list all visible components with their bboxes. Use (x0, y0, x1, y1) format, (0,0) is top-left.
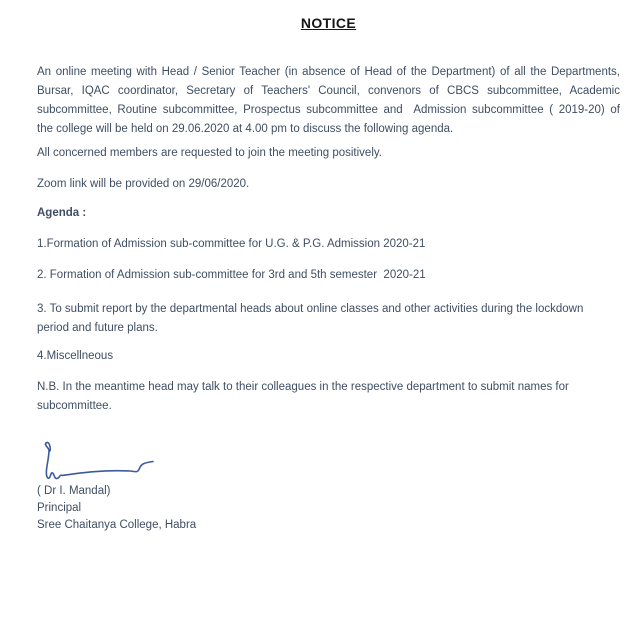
text-row (37, 266, 620, 285)
zoom-link-paragraph (37, 175, 620, 194)
request-paragraph (37, 144, 620, 163)
text-line: All concerned members are requested to join the meeting positively. (37, 147, 382, 159)
text-line: ( Dr I. Mandal) (37, 485, 111, 497)
text-line: 2. Formation of Admission sub-committee for 3rd and 5th semester 2020-21 (37, 269, 426, 281)
agenda-heading (37, 204, 620, 223)
text-row (37, 397, 620, 416)
text-row (37, 175, 620, 194)
text-line: 1.Formation of Admission sub-committee for U.G. & P.G. Admission 2020-21 (37, 238, 426, 250)
text-row (37, 347, 620, 366)
text-line: N.B. In the meantime head may talk to their colleagues in the respective department to submit names for (37, 381, 569, 393)
text-line: 3. To submit report by the departmental heads about online classes and other activities during the lockdown (37, 303, 584, 315)
agenda-item-4 (37, 347, 620, 366)
text-row (37, 82, 620, 101)
text-row (37, 101, 620, 120)
text-row (37, 319, 620, 338)
text-row (37, 516, 620, 535)
text-line: 4.Miscellneous (37, 350, 114, 362)
agenda-item-1 (37, 235, 620, 254)
text-row (37, 204, 620, 223)
text-line: period and future plans. (37, 322, 158, 334)
text-line: the college will be held on 29.06.2020 at 4.00 pm to discuss the following agenda. (37, 123, 454, 135)
agenda-heading-text: Agenda : (37, 207, 87, 219)
text-line: subcommittee, Routine subcommittee, Prospectus subcommittee and Admission subcommittee ( 2019-20) of (37, 104, 620, 116)
nb-paragraph (37, 378, 620, 416)
text-line: Zoom link will be provided on 29/06/2020. (37, 178, 250, 190)
text-row (37, 378, 620, 397)
text-line: Bursar, IQAC coordinator, Secretary of Teachers' Council, convenors of CBCS subcommittee, Academic (37, 85, 620, 97)
signatory-institution (37, 516, 620, 535)
text-row (37, 144, 620, 163)
text-line: subcommittee. (37, 400, 112, 412)
page-title (37, 13, 620, 33)
text-line: Sree Chaitanya College, Habra (37, 519, 197, 531)
text-row (37, 120, 620, 139)
page-title-text: NOTICE (300, 15, 357, 31)
text-line: An online meeting with Head / Senior Teacher (in absence of Head of the Department) of all the Departments, (37, 66, 620, 78)
text-row (37, 63, 620, 82)
text-row (37, 300, 620, 319)
text-line: Principal (37, 502, 82, 514)
agenda-item-3 (37, 300, 620, 338)
agenda-item-2 (37, 266, 620, 285)
text-row (37, 235, 620, 254)
intro-paragraph (37, 63, 620, 139)
